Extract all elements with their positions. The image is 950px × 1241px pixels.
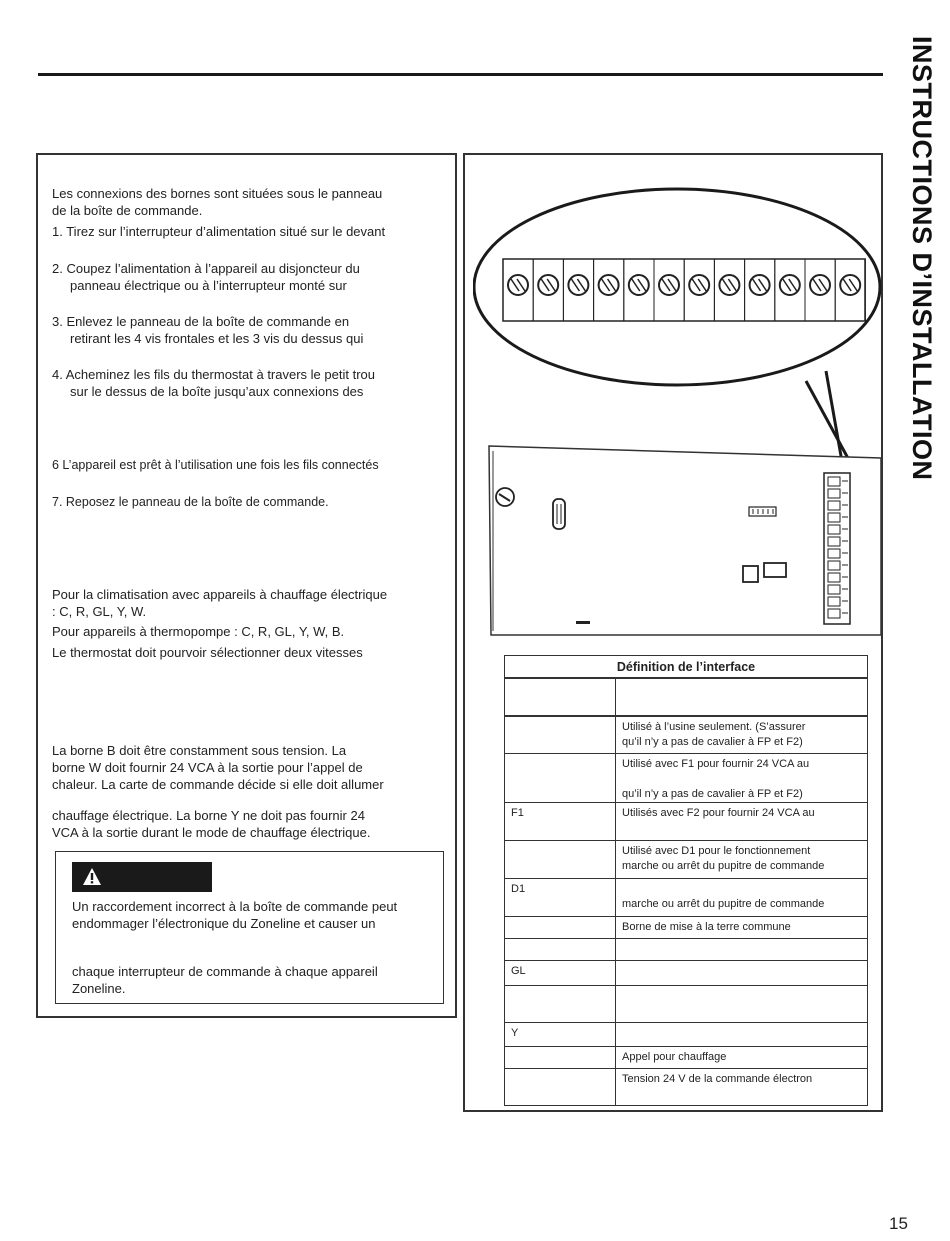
control-box: [489, 446, 881, 635]
description-cell: [616, 1047, 867, 1068]
box-screw-slot: [828, 585, 840, 594]
description-cell: [616, 754, 867, 802]
box-screw-slot: [828, 537, 840, 546]
table-row: [504, 1069, 868, 1106]
screw: [599, 275, 619, 295]
description-cell: [616, 841, 867, 878]
warning-box: [55, 851, 444, 1004]
step-4: 4. Acheminez les fils du thermostat à travers le petit trou sur le dessus de la boîte jusqu’aux connexions des: [52, 367, 375, 399]
table-row: [504, 754, 868, 803]
table-row: [504, 679, 868, 717]
warning-header-bar: [72, 862, 212, 892]
switch-left: [743, 566, 758, 582]
warning-triangle-icon: [82, 867, 102, 887]
description-line: [622, 882, 861, 897]
description-cell: [616, 939, 867, 960]
description-cell: [616, 917, 867, 938]
step-1: 1. Tirez sur l’interrupteur d’alimentation situé sur le devant: [52, 224, 386, 239]
clim-text: Pour la climatisation avec appareils à chauffage électrique : C, R, GL, Y, W.: [52, 587, 388, 619]
box-screw-slot: [828, 549, 840, 558]
terminal-cell: [505, 939, 616, 960]
box-screw-slot: [828, 597, 840, 606]
step-7: 7. Reposez le panneau de la boîte de commande.: [52, 495, 329, 509]
table-row: [504, 939, 868, 961]
description-cell: [616, 986, 867, 1022]
terminal-cell: [505, 717, 616, 753]
description-line: qu’il n’y a pas de cavalier à FP et F2): [622, 736, 803, 748]
box-screw-slot: [828, 573, 840, 582]
screw: [840, 275, 860, 295]
description-line: qu’il n’y a pas de cavalier à FP et F2): [622, 788, 803, 800]
terminal-cell: [505, 986, 616, 1022]
description-cell: [616, 879, 867, 916]
box-screw-slot: [828, 525, 840, 534]
instructions-box: [36, 153, 457, 1018]
interface-table: [504, 655, 868, 1106]
terminal-board-diagram: [473, 183, 883, 643]
description-line: Utilisé avec D1 pour le fonctionnement: [622, 845, 811, 857]
interface-table-title: Définition de l’interface: [504, 655, 868, 679]
borne-y-text: chauffage électrique. La borne Y ne doit pas fournir 24 VCA à la sortie durant le mode de chauffage électrique.: [52, 808, 371, 840]
table-row: [504, 803, 868, 841]
step-6: 6 L’appareil est prêt à l’utilisation une fois les fils connectés: [52, 458, 379, 472]
terminal-cell: [505, 1069, 616, 1105]
screw: [750, 275, 770, 295]
box-screw-slot: [828, 477, 840, 486]
description-line: Appel pour chauffage: [622, 1051, 727, 1063]
description-cell: [616, 717, 867, 753]
side-title: INSTRUCTIONS D’INSTALLATION: [907, 36, 937, 481]
step-2: 2. Coupez l’alimentation à l’appareil au disjoncteur du panneau électrique ou à l’interrupteur monté sur: [52, 261, 360, 293]
table-row: [504, 1047, 868, 1069]
terminal-cell: D1: [505, 879, 616, 916]
terminal-cell: [505, 754, 616, 802]
table-row: [504, 879, 868, 917]
terminal-cell: [505, 841, 616, 878]
table-row: [504, 717, 868, 754]
table-row: [504, 986, 868, 1023]
switch-right: [764, 563, 786, 577]
screw: [629, 275, 649, 295]
terminal-cell: [505, 1047, 616, 1068]
box-screw-slot: [828, 513, 840, 522]
box-screw-slot: [828, 501, 840, 510]
screw: [659, 275, 679, 295]
description-cell: [616, 1069, 867, 1105]
screw: [719, 275, 739, 295]
speeds-text: Le thermostat doit pourvoir sélectionner deux vitesses: [52, 645, 363, 660]
description-cell: [616, 961, 867, 985]
table-row: [504, 841, 868, 879]
box-screw-slot: [828, 561, 840, 570]
warning-text: Un raccordement incorrect à la boîte de commande peut endommager l’électronique du Zoneline et causer un: [72, 899, 398, 931]
description-line: Tension 24 V de la commande électron: [622, 1073, 813, 1085]
page-number: 15: [889, 1214, 908, 1233]
top-rule: [38, 73, 883, 76]
heatpump-text: Pour appareils à thermopompe : C, R, GL, Y, W, B.: [52, 624, 345, 639]
terminal-cell: F1: [505, 803, 616, 840]
diagram-box: [463, 153, 883, 1112]
box-screw-slot: [828, 489, 840, 498]
description-line: Utilisés avec F2 pour fournir 24 VCA au: [622, 807, 815, 819]
borne-b-text: La borne B doit être constamment sous tension. La borne W doit fournir 24 VCA à la sortie pour l’appel de chaleur. La carte de commande décide si elle doit allumer: [52, 743, 384, 792]
terminal-cell: [505, 679, 616, 715]
screw: [568, 275, 588, 295]
description-line: [622, 772, 861, 787]
table-row: [504, 961, 868, 986]
description-line: marche ou arrêt du pupitre de commande: [622, 898, 825, 910]
table-row: [504, 1023, 868, 1047]
terminal-cell: Y: [505, 1023, 616, 1046]
description-line: Utilisé à l’usine seulement. (S’assurer: [622, 721, 806, 733]
terminal-cell: [505, 917, 616, 938]
warning-text-2: chaque interrupteur de commande à chaque appareil Zoneline.: [72, 964, 378, 996]
terminal-cell: GL: [505, 961, 616, 985]
description-cell: [616, 1023, 867, 1046]
screw: [689, 275, 709, 295]
intro-text: Les connexions des bornes sont situées sous le panneau de la boîte de commande.: [52, 186, 383, 218]
screw: [538, 275, 558, 295]
screw: [508, 275, 528, 295]
table-row: [504, 917, 868, 939]
box-screw-slot: [828, 609, 840, 618]
description-line: Borne de mise à la terre commune: [622, 921, 791, 933]
description-cell: [616, 679, 867, 715]
screw: [780, 275, 800, 295]
fuse: [553, 499, 565, 529]
description-cell: [616, 803, 867, 840]
description-line: marche ou arrêt du pupitre de commande: [622, 860, 825, 872]
step-3: 3. Enlevez le panneau de la boîte de commande en retirant les 4 vis frontales et les 3 vis du dessus qui: [52, 314, 364, 346]
screw: [810, 275, 830, 295]
description-line: Utilisé avec F1 pour fournir 24 VCA au: [622, 758, 810, 770]
